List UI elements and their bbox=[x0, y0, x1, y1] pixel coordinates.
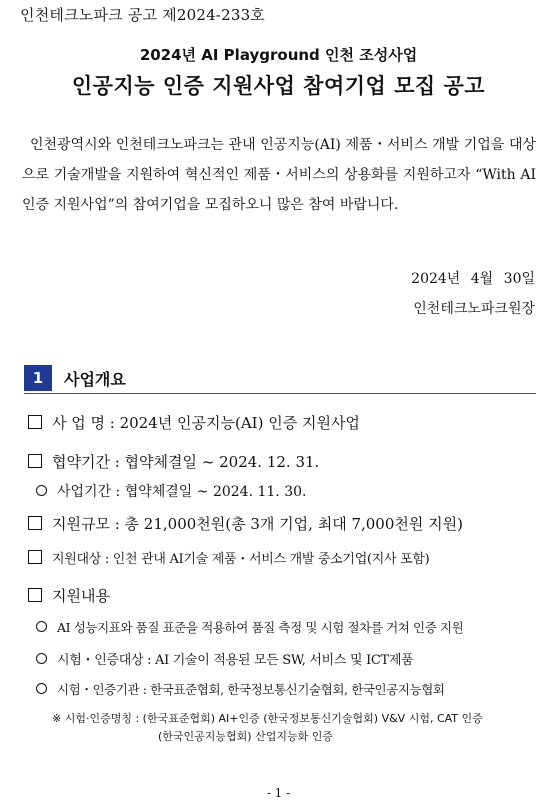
item-text: 지원내용 bbox=[52, 587, 110, 605]
section-title: 사업개요 bbox=[64, 370, 126, 389]
checkbox-square-icon bbox=[28, 550, 42, 564]
item-text: AI 성능지표와 품질 표준을 적용하여 품질 측정 및 시험 절차를 거쳐 인증 지원 bbox=[57, 620, 464, 635]
circle-bullet-icon bbox=[36, 683, 47, 694]
note-line-1: ※ 시험·인증명칭 : (한국표준협회) AI+인증 (한국정보통신기술협회) V&V 시험, CAT 인증 bbox=[52, 712, 483, 725]
item-text: 시험・인증기관 : 한국표준협회, 한국정보통신기술협회, 한국인공지능협회 bbox=[57, 682, 445, 697]
item-text: 사 업 명 : 2024년 인공지능(AI) 인증 지원사업 bbox=[52, 414, 360, 432]
checkbox-square-icon bbox=[28, 588, 42, 602]
announcement-date: 2024년 4월 30일 bbox=[411, 271, 535, 287]
page-number: - 1 - bbox=[266, 786, 291, 800]
content-item-3 bbox=[36, 680, 445, 698]
checkbox-square-icon bbox=[28, 415, 42, 429]
circle-bullet-icon bbox=[36, 653, 47, 664]
checkbox-square-icon bbox=[28, 454, 42, 468]
checkbox-square-icon bbox=[28, 516, 42, 530]
content-item-1 bbox=[36, 618, 463, 636]
item-support-content bbox=[28, 585, 110, 606]
item-text: 지원대상 : 인천 관내 AI기술 제품・서비스 개발 중소기업(지사 포함) bbox=[52, 552, 430, 567]
item-text: 사업기간 : 협약체결일 ~ 2024. 11. 30. bbox=[57, 484, 307, 500]
announcement-subtitle: 2024년 AI Playground 인천 조성사업 bbox=[139, 46, 418, 64]
content-item-2 bbox=[36, 649, 413, 668]
section-number-badge: 1 bbox=[24, 365, 52, 391]
item-text: 지원규모 : 총 21,000천원(총 3개 기업, 최대 7,000천원 지원) bbox=[52, 515, 463, 533]
item-support-target bbox=[28, 548, 429, 567]
circle-bullet-icon bbox=[36, 485, 47, 496]
item-text: 협약기간 : 협약체결일 ~ 2024. 12. 31. bbox=[52, 453, 320, 471]
note-line-2: (한국인공지능협회) 산업지능화 인증 bbox=[158, 730, 333, 743]
item-text: 시험・인증대상 : AI 기술이 적용된 모든 SW, 서비스 및 ICT제품 bbox=[57, 653, 414, 668]
item-project-name bbox=[28, 412, 360, 433]
item-agreement-period bbox=[28, 451, 319, 472]
issuer-name: 인천테크노파크원장 bbox=[413, 301, 535, 317]
circle-bullet-icon bbox=[36, 621, 47, 632]
document-number: 인천테크노파크 공고 제2024-233호 bbox=[20, 6, 265, 24]
item-project-period bbox=[36, 481, 306, 501]
intro-paragraph: 인천광역시와 인천테크노파크는 관내 인공지능(AI) 제품・서비스 개발 기업을 대상으로 기술개발을 지원하여 혁신적인 제품・서비스의 상용화를 지원하고자 “With AI 인증 지원사업”의 참여기업을 모집하오니 많은 참여 바랍니다. bbox=[22, 137, 536, 213]
announcement-title: 인공지능 인증 지원사업 참여기업 모집 공고 bbox=[71, 74, 486, 98]
section-header bbox=[24, 365, 536, 394]
item-support-scale bbox=[28, 513, 463, 534]
